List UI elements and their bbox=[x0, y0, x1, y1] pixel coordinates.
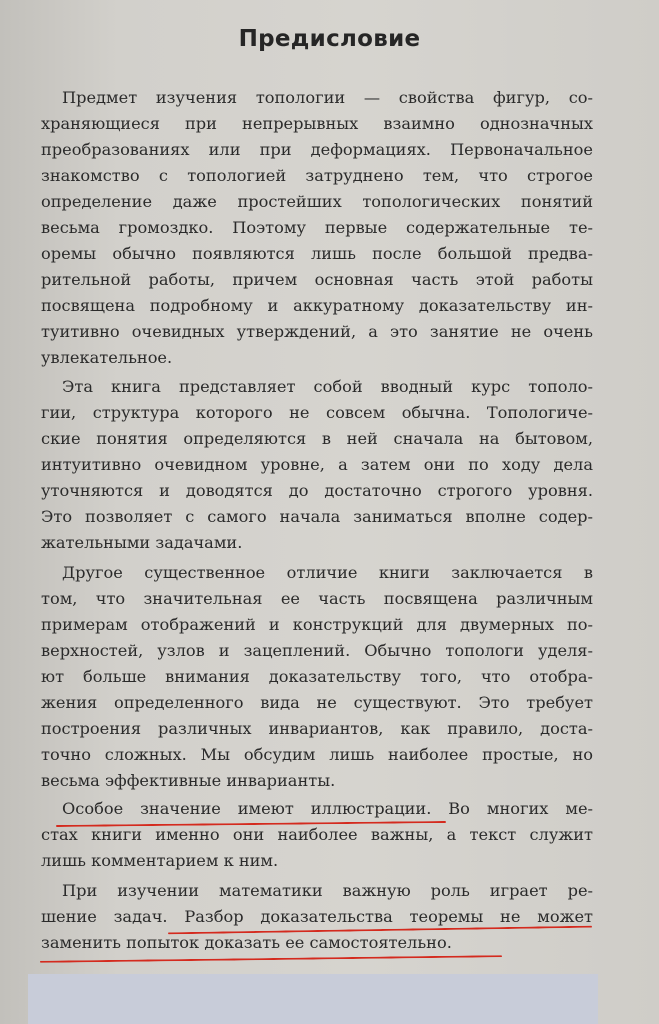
text-line: оремы обычно появляются лишь после большой предва- bbox=[41, 244, 593, 263]
text-line: определение даже простейших топологических понятий bbox=[41, 192, 593, 211]
text-line: шение задач. Разбор доказательства теоремы не может bbox=[41, 907, 593, 926]
text-line: весьма эффективные инварианты. bbox=[41, 771, 336, 790]
text-line: Особое значение имеют иллюстрации. Во многих ме- bbox=[62, 799, 593, 818]
text-line: увлекательное. bbox=[41, 348, 173, 367]
text-line: интуитивно очевидном уровне, а затем они по ходу дела bbox=[41, 455, 593, 474]
text-line: ские понятия определяются в ней сначала на бытовом, bbox=[41, 429, 593, 448]
text-line: жательными задачами. bbox=[41, 533, 243, 552]
text-line: лишь комментарием к ним. bbox=[41, 851, 279, 870]
text-line: стах книги именно они наиболее важны, а текст служит bbox=[41, 825, 593, 844]
text-line: том, что значительная ее часть посвящена различным bbox=[41, 589, 593, 608]
red-underline bbox=[40, 955, 502, 963]
text-line: весьма громоздко. Поэтому первые содержательные те- bbox=[41, 218, 593, 237]
text-line: туитивно очевидных утверждений, а это занятие не очень bbox=[41, 322, 593, 341]
text-line: Эта книга представляет собой вводный курс тополо- bbox=[62, 377, 593, 396]
text-line: Предмет изучения топологии — свойства фигур, со- bbox=[62, 88, 593, 107]
text-line: знакомство с топологией затруднено тем, что строгое bbox=[41, 166, 593, 185]
page-title: Предисловие bbox=[238, 26, 421, 52]
text-line: верхностей, узлов и зацеплений. Обычно топологи уделя- bbox=[41, 641, 593, 660]
text-line: заменить попыток доказать ее самостоятельно. bbox=[41, 933, 452, 952]
text-line: построения различных инвариантов, как правило, доста- bbox=[41, 719, 593, 738]
text-line: посвящена подробному и аккуратному доказательству ин- bbox=[41, 296, 593, 315]
text-line: рительной работы, причем основная часть этой работы bbox=[41, 270, 593, 289]
text-line: точно сложных. Мы обсудим лишь наиболее простые, но bbox=[41, 745, 593, 764]
text-line: примерам отображений и конструкций для двумерных по- bbox=[41, 615, 593, 634]
masked-area bbox=[28, 974, 598, 1024]
text-line: При изучении математики важную роль играет ре- bbox=[62, 881, 593, 900]
text-line: Это позволяет с самого начала заниматься вполне содер- bbox=[41, 507, 593, 526]
text-line: преобразованиях или при деформациях. Первоначальное bbox=[41, 140, 593, 159]
text-line: уточняются и доводятся до достаточно строгого уровня. bbox=[41, 481, 593, 500]
text-line: ют больше внимания доказательству того, что отобра- bbox=[41, 667, 593, 686]
text-line: Другое существенное отличие книги заключается в bbox=[62, 563, 593, 582]
text-line: жения определенного вида не существуют. Это требует bbox=[41, 693, 593, 712]
text-line: храняющиеся при непрерывных взаимно однозначных bbox=[41, 114, 593, 133]
text-line: гии, структура которого не совсем обычна. Топологиче- bbox=[41, 403, 593, 422]
